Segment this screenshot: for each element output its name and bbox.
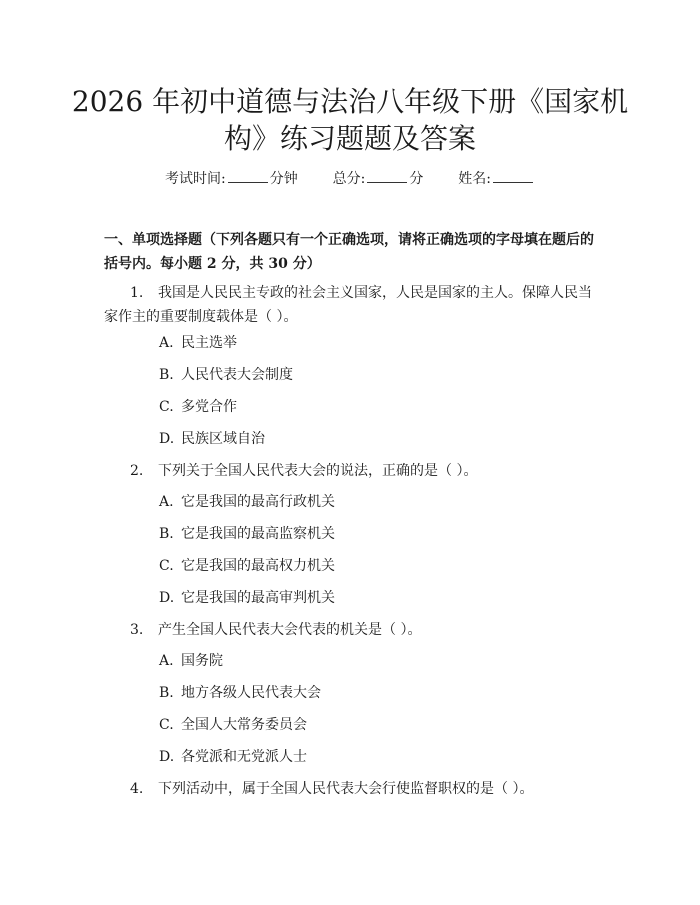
time-unit: 分钟 — [269, 171, 298, 187]
option-text: 人民代表大会制度 — [181, 367, 293, 383]
option-letter: C. — [159, 717, 174, 733]
option-text: 它是我国的最高审判机关 — [181, 590, 335, 606]
option-1b — [159, 365, 293, 385]
question-1 — [104, 281, 604, 329]
option-letter: A. — [159, 653, 174, 669]
option-3d — [159, 747, 307, 767]
question-stem: 我国是人民民主专政的社会主义国家，人民是国家的主人。保障人民当家作主的重要制度载体是（ ）。 — [104, 285, 592, 325]
option-letter: A. — [159, 335, 174, 351]
option-2b — [159, 524, 335, 544]
question-number: 2. — [130, 463, 144, 479]
question-number: 3. — [130, 622, 144, 638]
question-2 — [104, 459, 604, 483]
option-letter: B. — [159, 367, 174, 383]
option-letter: C. — [159, 399, 174, 415]
question-stem: 下列关于全国人民代表大会的说法，正确的是（ ）。 — [158, 463, 478, 479]
option-text: 国务院 — [181, 653, 223, 669]
option-3b — [159, 683, 321, 703]
score-label: 总分: — [332, 171, 366, 187]
option-text: 它是我国的最高权力机关 — [181, 558, 335, 574]
option-2a — [159, 492, 335, 512]
option-letter: D. — [159, 749, 175, 765]
name-label: 姓名: — [458, 171, 491, 187]
section-heading: 一、单项选择题（下列各题只有一个正确选项，请将正确选项的字母填在题后的括号内。每小题 2 分，共 30 分） — [104, 232, 594, 272]
option-text: 地方各级人民代表大会 — [181, 685, 321, 701]
option-letter: D. — [159, 431, 175, 447]
name-blank — [493, 170, 533, 183]
option-2d — [159, 588, 335, 608]
option-3a — [159, 651, 223, 671]
option-text: 各党派和无党派人士 — [181, 749, 307, 765]
option-text: 民主选举 — [181, 335, 237, 351]
time-blank — [228, 170, 268, 183]
score-unit: 分 — [409, 171, 424, 187]
option-text: 它是我国的最高监察机关 — [181, 526, 335, 542]
question-number: 1. — [130, 285, 144, 301]
option-3c — [159, 715, 307, 735]
option-letter: B. — [159, 526, 174, 542]
option-letter: B. — [159, 685, 174, 701]
time-label: 考试时间: — [165, 171, 226, 187]
question-4 — [104, 777, 604, 801]
option-letter: C. — [159, 558, 174, 574]
option-1c — [159, 397, 237, 417]
option-text: 全国人大常务委员会 — [181, 717, 307, 733]
option-2c — [159, 556, 335, 576]
option-letter: A. — [159, 494, 174, 510]
exam-meta — [0, 168, 700, 188]
document-title-line-1: 2026 年初中道德与法治八年级下册《国家机 — [71, 85, 629, 118]
option-letter: D. — [159, 590, 175, 606]
option-1a — [159, 333, 237, 353]
question-stem: 产生全国人民代表大会代表的机关是（ ）。 — [158, 622, 422, 638]
document-title-line-2: 构》练习题题及答案 — [223, 122, 476, 155]
question-3 — [104, 618, 604, 642]
option-1d — [159, 429, 265, 449]
option-text: 民族区域自治 — [181, 431, 265, 447]
question-number: 4. — [130, 781, 144, 797]
question-stem: 下列活动中，属于全国人民代表大会行使监督职权的是（ ）。 — [158, 781, 534, 797]
option-text: 多党合作 — [181, 399, 237, 415]
score-blank — [367, 170, 407, 183]
option-text: 它是我国的最高行政机关 — [181, 494, 335, 510]
